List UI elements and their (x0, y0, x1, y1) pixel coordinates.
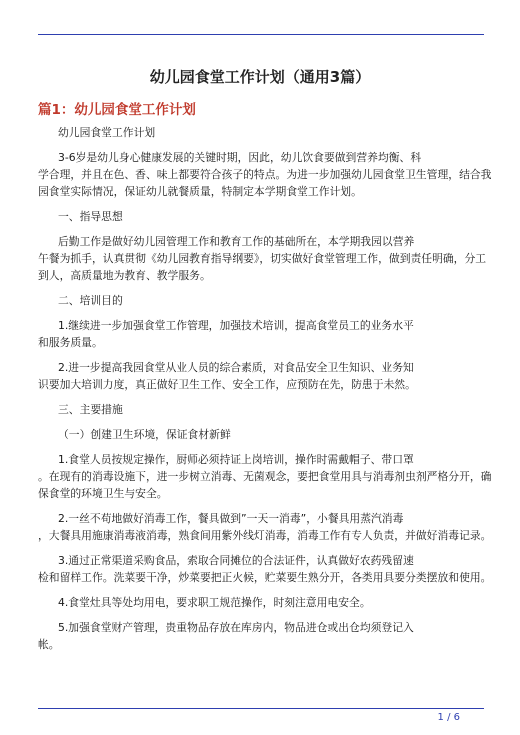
text-line: 学合理，并且在色、香、味上都要符合孩子的特点。为进一步加强幼儿园食堂卫生管理，结合我 (38, 168, 492, 181)
text-line: 园食堂实际情况，保证幼儿就餐质量，特制定本学期食堂工作计划。 (38, 185, 362, 198)
text-line: （一）创建卫生环境，保证食材新鲜 (58, 428, 231, 441)
text-line: 识要加大培训力度，真正做好卫生工作、安全工作，应预防在先，防患于未然。 (38, 378, 416, 391)
text-line: 二、培训目的 (58, 294, 123, 307)
paragraph-heading (38, 292, 484, 309)
text-line: 2.一丝不苟地做好消毒工作，餐具做到”一天一消毒”，小餐具用蒸汽消毒 (58, 512, 404, 525)
text-line: 帐。 (38, 638, 60, 651)
paragraph (38, 451, 492, 502)
document-title: 幼儿园食堂工作计划（通用3篇） (149, 68, 371, 86)
paragraph (38, 619, 484, 653)
paragraph-heading (38, 124, 484, 141)
header-rule (38, 34, 484, 35)
text-line: 检和留样工作。洗菜要干净，炒菜要把正火候，贮菜要生熟分开，各类用具要分类摆放和使用。 (38, 571, 492, 584)
text-line: 三、主要措施 (58, 403, 123, 416)
text-line: 一、指导思想 (58, 210, 123, 223)
text-line: 2.进一步提高我园食堂从业人员的综合素质，对食品安全卫生知识、业务知 (58, 361, 414, 374)
section-title: 篇1：幼儿园食堂工作计划 (38, 102, 196, 118)
text-line: 到人，高质量地为教育、教学服务。 (38, 269, 211, 282)
paragraph-heading (38, 401, 484, 418)
paragraph (38, 233, 487, 284)
paragraph (38, 510, 492, 544)
paragraph (38, 359, 484, 393)
text-line: 1.继续进一步加强食堂工作管理，加强技术培训，提高食堂员工的业务水平 (58, 319, 414, 332)
text-line: 后勤工作是做好幼儿园管理工作和教育工作的基础所在，本学期我园以营养 (58, 235, 415, 248)
text-line: 。在现有的消毒设施下，进一步树立消毒、无菌观念，要把食堂用具与消毒剂虫剂严格分开，确 (38, 470, 492, 483)
paragraph-heading (38, 426, 484, 443)
text-line: 3.通过正常渠道采购食品，索取合同摊位的合法证件，认真做好农药残留速 (58, 554, 414, 567)
footer-rule (38, 708, 484, 709)
text-line: 3-6岁是幼儿身心健康发展的关键时期，因此，幼儿饮食要做到营养均衡、科 (58, 151, 422, 164)
text-line: 幼儿园食堂工作计划 (58, 126, 156, 139)
text-line: 午餐为抓手，认真贯彻《幼儿园教育指导纲要》，切实做好食堂管理工作，做到责任明确，分工 (38, 252, 487, 265)
document-body (38, 124, 492, 661)
text-line: ，大餐具用施康消毒液消毒，熟食间用紫外线灯消毒，消毒工作有专人负责，并做好消毒记录。 (38, 529, 492, 542)
text-line: 保食堂的环境卫生与安全。 (38, 487, 168, 500)
text-line: 1.食堂人员按规定操作，厨师必须持证上岗培训，操作时需戴帽子、带口罩 (58, 453, 414, 466)
paragraph (38, 317, 484, 351)
paragraph-heading (38, 208, 484, 225)
paragraph (38, 149, 492, 200)
text-line: 5.加强食堂财产管理，贵重物品存放在库房内，物品进仓或出仓均须登记入 (58, 621, 414, 634)
page-number: 1 / 6 (437, 712, 460, 723)
paragraph (38, 594, 484, 611)
text-line: 和服务质量。 (38, 336, 103, 349)
text-line: 4.食堂灶具等处均用电，要求职工规范操作，时刻注意用电安全。 (58, 596, 371, 609)
paragraph (38, 552, 492, 586)
